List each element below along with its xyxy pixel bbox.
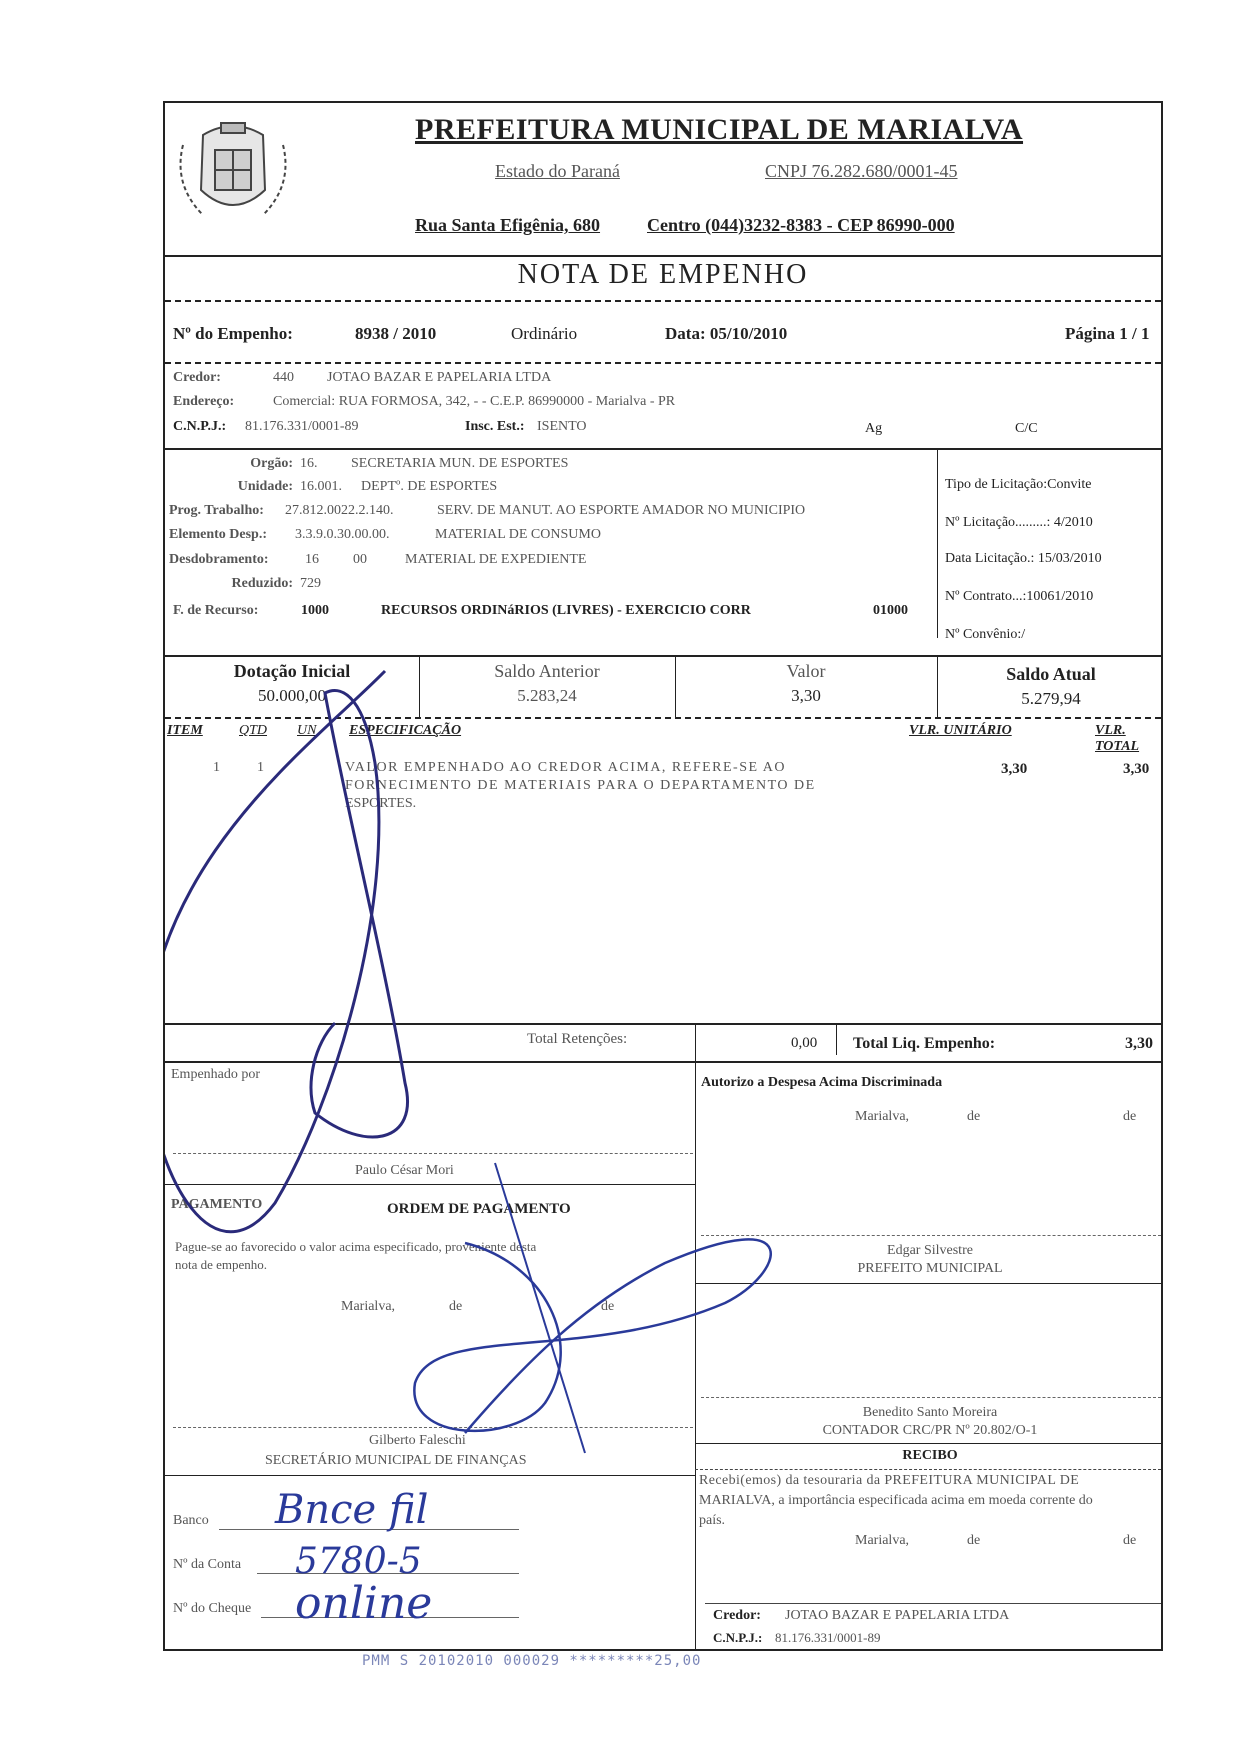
divider [165, 717, 1161, 719]
atual-label: Saldo Atual [1006, 664, 1096, 684]
divider [165, 1023, 1161, 1025]
signature-line [173, 1427, 693, 1428]
liq-label: Total Liq. Empenho: [853, 1035, 996, 1052]
credor-code: 440 [273, 370, 294, 385]
recibo-label: RECIBO [902, 1448, 958, 1463]
ordem-text-2: nota de empenho. [175, 1257, 268, 1272]
autorizo-de-2: de [1123, 1109, 1137, 1124]
reduzido: 729 [300, 576, 321, 591]
signature-line [701, 1397, 1161, 1398]
item-qtd: 1 [257, 760, 264, 775]
cancellation-loop [165, 671, 408, 1232]
recibo-credor-name: JOTAO BAZAR E PAPELARIA LTDA [785, 1608, 1010, 1623]
recibo-de-1: de [967, 1533, 981, 1548]
item-desc-line1: VALOR EMPENHADO AO CREDOR ACIMA, REFERE-SE AO [345, 760, 787, 775]
recibo-text-3: país. [699, 1513, 726, 1528]
pagamento-label: PAGAMENTO [171, 1197, 263, 1212]
divider [165, 448, 1161, 450]
conta-label: Nº da Conta [173, 1557, 242, 1572]
item-vlr-total: 3,30 [1123, 761, 1150, 777]
divider [165, 255, 1161, 257]
cheque-label: Nº do Cheque [173, 1601, 252, 1616]
handwritten-conta: 5780-5 [295, 1541, 422, 1582]
unidade-name: DEPTº. DE ESPORTES [361, 479, 498, 494]
signature-line [173, 1153, 693, 1154]
doc-title: NOTA DE EMPENHO [517, 259, 809, 290]
recibo-text-2: MARIALVA, a importância especificada acima em moeda corrente do [699, 1493, 1093, 1508]
banco-label: Banco [173, 1513, 209, 1528]
prefeitura-title: PREFEITURA MUNICIPAL DE MARIALVA [415, 113, 1024, 146]
un-header: UN [297, 723, 317, 738]
recibo-de-2: de [1123, 1533, 1137, 1548]
ordem-place: Marialva, [341, 1299, 396, 1314]
divider [695, 1023, 696, 1651]
prefeito-name: Edgar Silvestre [887, 1243, 973, 1258]
credor-label: Credor: [173, 370, 221, 385]
prog-label: Prog. Trabalho: [169, 503, 264, 518]
dotacao-label: Dotação Inicial [233, 661, 351, 681]
anterior-label: Saldo Anterior [494, 661, 600, 681]
qtd-header: QTD [239, 723, 268, 738]
orgao-name: SECRETARIA MUN. DE ESPORTES [351, 456, 569, 471]
recurso-name: RECURSOS ORDINáRIOS (LIVRES) - EXERCICIO CORR [381, 603, 751, 618]
address-rest: Centro (044)3232-8383 - CEP 86990-000 [647, 215, 955, 235]
nota-de-empenho-page [163, 101, 1163, 1651]
prog-name: SERV. DE MANUT. AO ESPORTE AMADOR NO MUNICIPIO [437, 503, 806, 518]
state-name: Estado do Paraná [495, 161, 620, 181]
orgao-label: Orgão: [250, 456, 293, 471]
divider [165, 1184, 695, 1185]
unidade: 16.001. [300, 479, 342, 494]
divider [836, 1025, 837, 1055]
empenho-label: Nº do Empenho: [173, 324, 293, 343]
endereco-label: Endereço: [173, 394, 235, 409]
numero-contrato: Nº Contrato...:10061/2010 [945, 589, 1094, 604]
credor-name: JOTAO BAZAR E PAPELARIA LTDA [327, 370, 552, 385]
item-vlr-unitario: 3,30 [1001, 761, 1028, 777]
retencoes-value: 0,00 [791, 1035, 818, 1051]
cnpj-label: C.N.P.J.: [173, 419, 227, 434]
vlr-unitario-header: VLR. UNITÁRIO [909, 723, 1012, 738]
contador-title: CONTADOR CRC/PR Nº 20.802/O-1 [822, 1423, 1038, 1438]
coat-of-arms-icon [173, 115, 293, 230]
item-header: ITEM [167, 723, 203, 738]
item-number: 1 [213, 760, 220, 775]
insc-label: Insc. Est.: [465, 419, 525, 434]
endereco: Comercial: RUA FORMOSA, 342, - - C.E.P. 86990000 - Marialva - PR [273, 394, 676, 409]
divider [695, 1283, 1161, 1284]
recurso-code: 01000 [873, 603, 908, 618]
banco-line [219, 1529, 519, 1530]
conta-line [257, 1573, 519, 1574]
ordem-de-2: de [601, 1299, 615, 1314]
autorizo-de-1: de [967, 1109, 981, 1124]
item-desc-line2: FORNECIMENTO DE MATERIAIS PARA O DEPARTAMENTO DE [345, 778, 816, 793]
elemento: 3.3.9.0.30.00.00. [295, 527, 390, 542]
recibo-place: Marialva, [855, 1533, 910, 1548]
valor-label: Valor [786, 661, 826, 681]
credor-cnpj: 81.176.331/0001-89 [245, 419, 359, 434]
empenhado-name: Paulo César Mori [355, 1163, 454, 1178]
elemento-label: Elemento Desp.: [169, 527, 267, 542]
mechanical-stamp: PMM S 20102010 000029 *********25,00 [362, 1653, 702, 1669]
autorizo-text: Autorizo a Despesa Acima Discriminada [701, 1075, 943, 1090]
dotacao-value: 50.000,00 [258, 686, 326, 705]
handwritten-banco: Bnce fil [275, 1487, 429, 1533]
desdobramento-label: Desdobramento: [169, 552, 269, 567]
handwritten-cheque: online [295, 1578, 433, 1629]
divider [165, 1475, 695, 1476]
cheque-line [261, 1617, 519, 1618]
empenho-number: 8938 / 2010 [355, 324, 437, 343]
ordem-label: ORDEM DE PAGAMENTO [387, 1201, 571, 1217]
numero-convenio: Nº Convênio:/ [945, 627, 1026, 642]
empenho-date: Data: 05/10/2010 [665, 324, 788, 343]
orgao: 16. [300, 456, 318, 471]
divider [695, 1469, 1161, 1470]
prefeito-title: PREFEITO MUNICIPAL [857, 1261, 1003, 1276]
empenho-type: Ordinário [511, 324, 578, 343]
recurso-label: F. de Recurso: [173, 603, 259, 618]
atual-value: 5.279,94 [1021, 689, 1081, 708]
desdobramento-a: 16 [305, 552, 319, 567]
valor-value: 3,30 [791, 686, 821, 705]
recibo-text-1: Recebi(emos) da tesouraria da PREFEITURA MUNICIPAL DE [699, 1473, 1080, 1488]
divider [165, 1061, 1161, 1063]
vlr-total-header: VLR. TOTAL [1095, 723, 1140, 754]
recibo-cnpj-label: C.N.P.J.: [713, 1630, 763, 1645]
data-licitacao: Data Licitação.: 15/03/2010 [945, 551, 1102, 566]
ordem-text-1: Pague-se ao favorecido o valor acima especificado, proveniente desta [175, 1239, 537, 1254]
divider [695, 1443, 1161, 1444]
insc-value: ISENTO [537, 419, 587, 434]
reduzido-label: Reduzido: [231, 576, 293, 591]
cc-label: C/C [1015, 421, 1038, 436]
secretario-title: SECRETÁRIO MUNICIPAL DE FINANÇAS [265, 1453, 527, 1468]
autorizo-place: Marialva, [855, 1109, 910, 1124]
ag-label: Ag [865, 421, 883, 436]
numero-licitacao: Nº Licitação.........: 4/2010 [945, 515, 1093, 530]
page-number: Página 1 / 1 [1065, 324, 1150, 343]
recibo-credor-label: Credor: [713, 1608, 761, 1623]
signature-line [701, 1235, 1161, 1236]
tipo-licitacao: Tipo de Licitação:Convite [945, 477, 1092, 492]
divider [165, 655, 1161, 657]
divider [165, 362, 1161, 364]
divider [165, 300, 1161, 302]
elemento-name: MATERIAL DE CONSUMO [435, 527, 601, 542]
recurso: 1000 [301, 603, 329, 618]
especificacao-header: ESPECIFICAÇÃO [349, 723, 462, 738]
divider [937, 448, 938, 638]
cnpj-header: CNPJ 76.282.680/0001-45 [765, 161, 958, 181]
liq-value: 3,30 [1125, 1035, 1153, 1052]
retencoes-label: Total Retenções: [527, 1031, 628, 1047]
item-desc-line3: ESPORTES. [345, 796, 417, 811]
desdobramento-b: 00 [353, 552, 367, 567]
prog: 27.812.0022.2.140. [285, 503, 394, 518]
empenhado-label: Empenhado por [171, 1067, 261, 1082]
anterior-value: 5.283,24 [517, 686, 577, 705]
desdobramento-name: MATERIAL DE EXPEDIENTE [405, 552, 587, 567]
unidade-label: Unidade: [237, 479, 293, 494]
signature-line [705, 1603, 1161, 1604]
contador-name: Benedito Santo Moreira [862, 1405, 998, 1420]
recibo-cnpj: 81.176.331/0001-89 [775, 1630, 881, 1645]
ordem-de-1: de [449, 1299, 463, 1314]
address-street: Rua Santa Efigênia, 680 [415, 215, 601, 235]
secretario-name: Gilberto Faleschi [369, 1433, 466, 1448]
